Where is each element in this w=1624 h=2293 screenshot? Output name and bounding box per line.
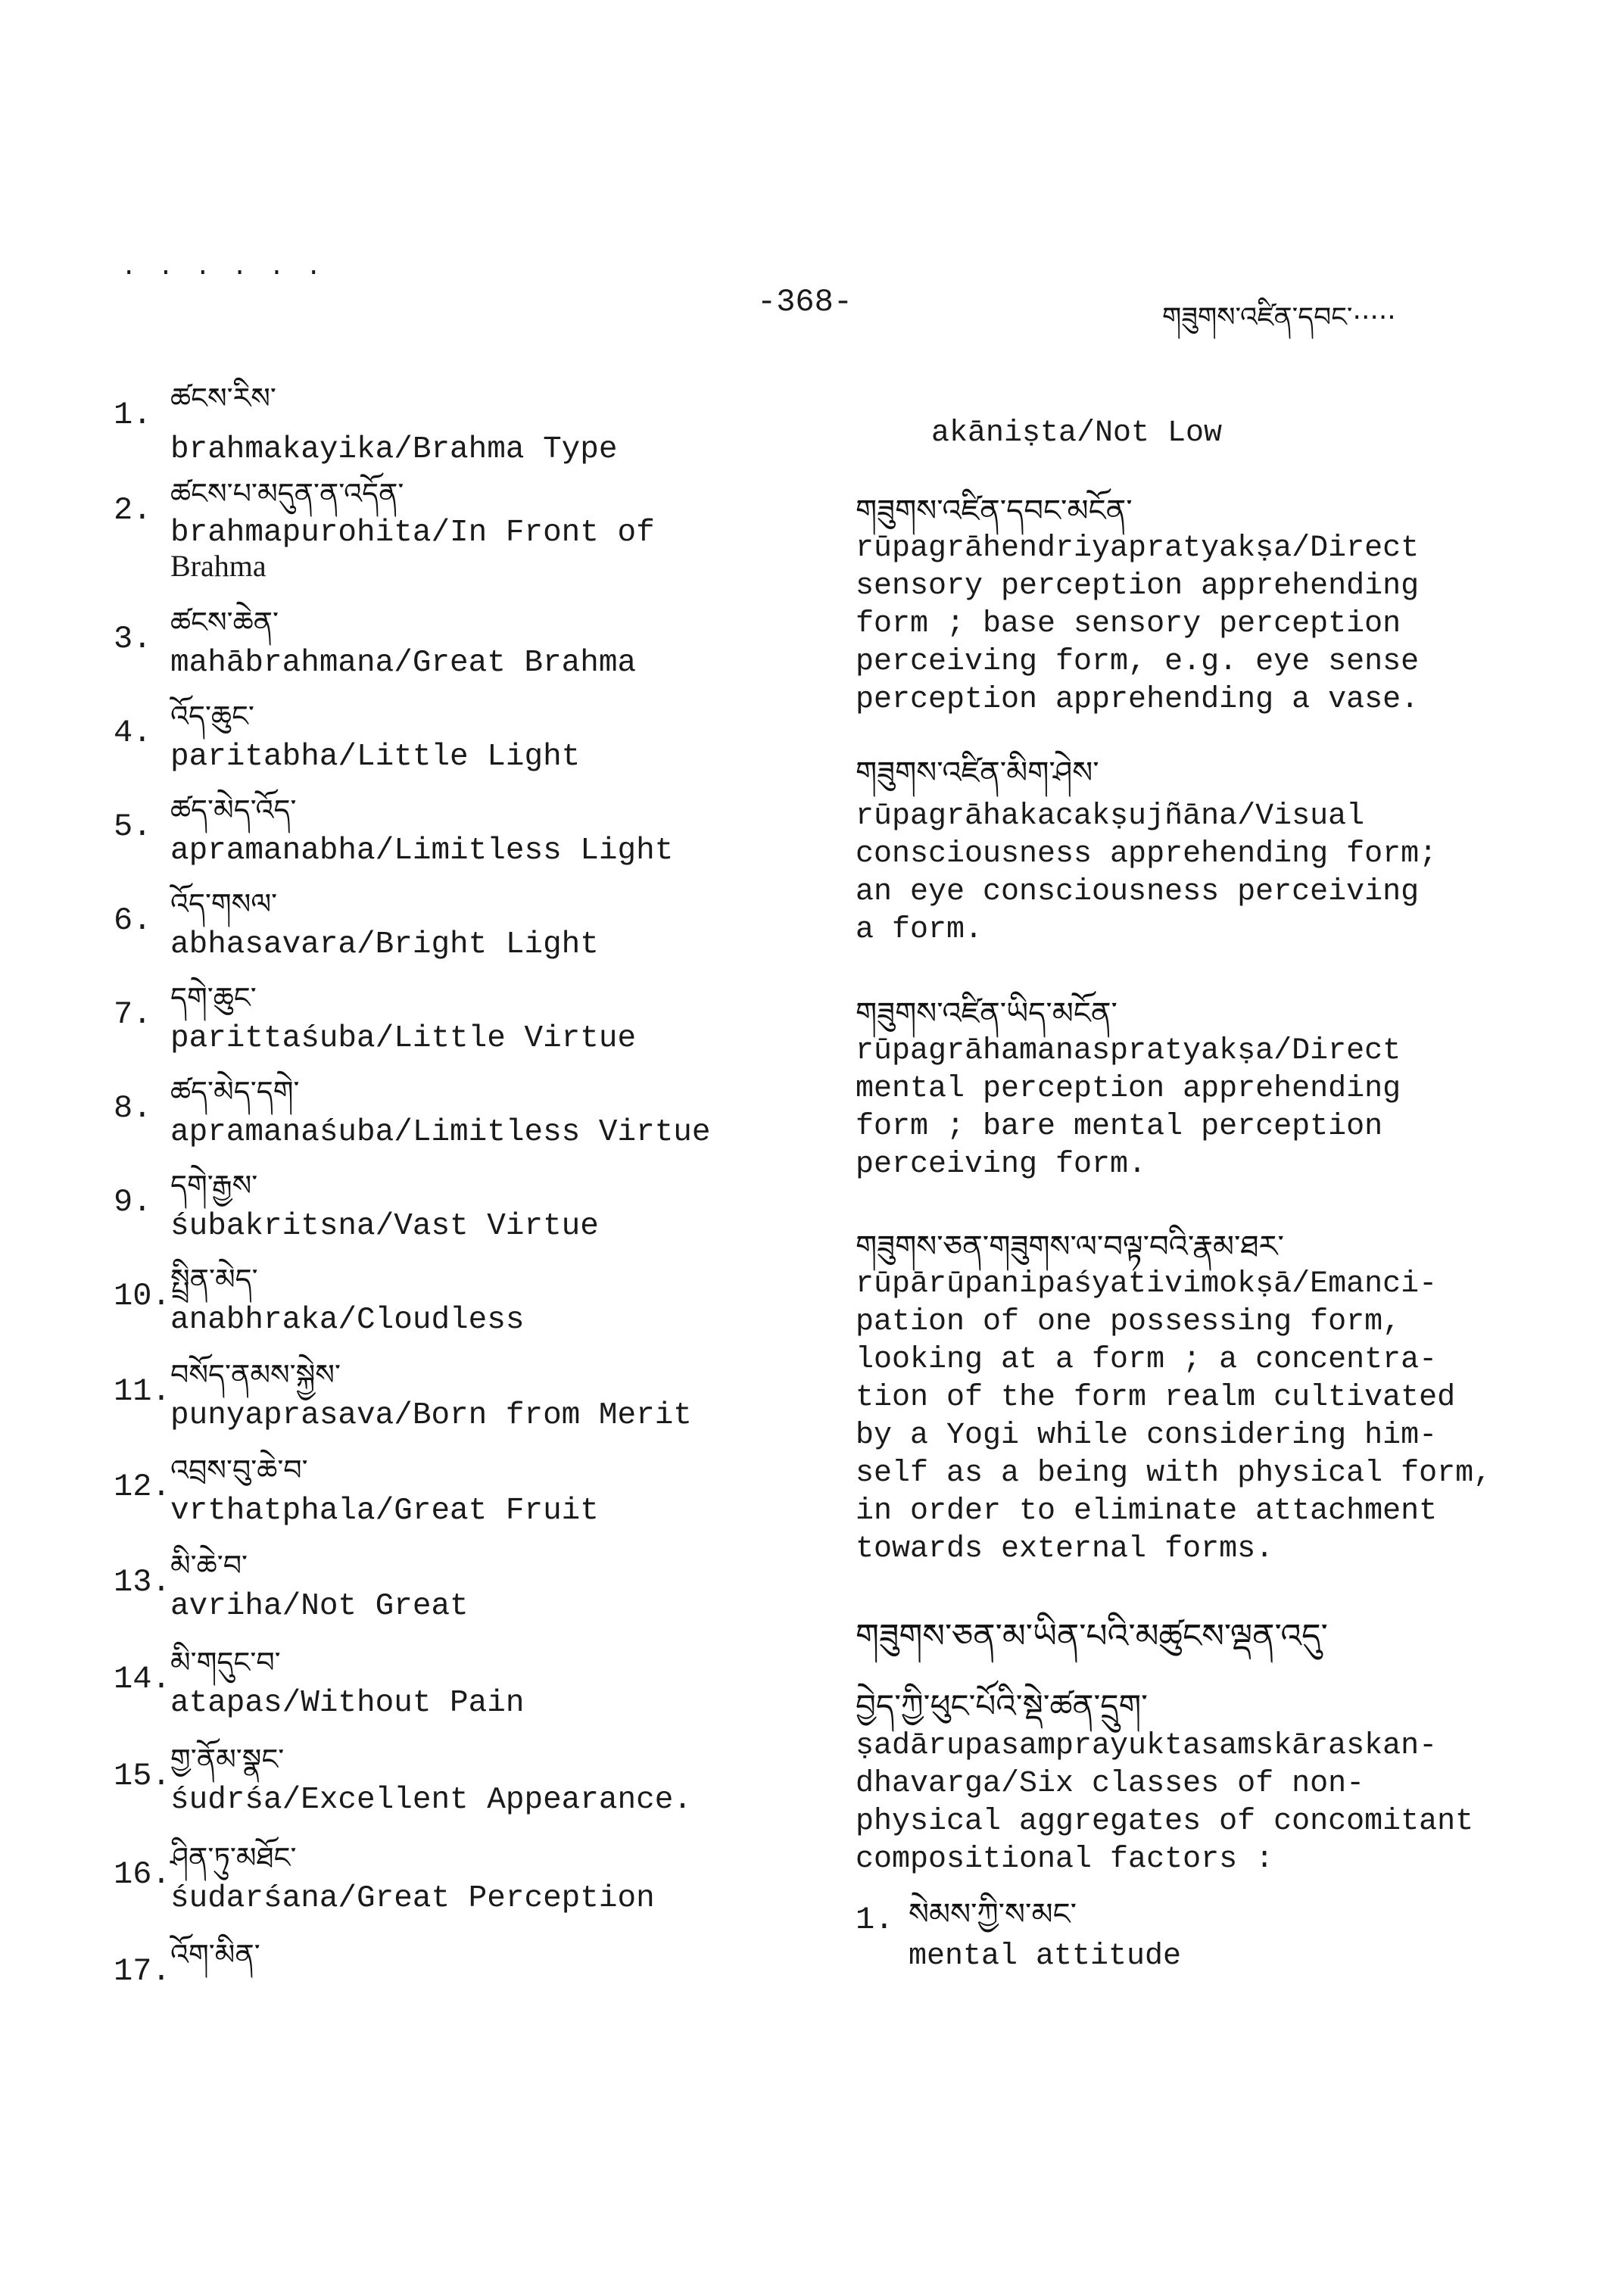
- definition-line: rūpagrāhendriyapratyakṣa/Direct: [856, 531, 1420, 565]
- definition-line: sensory perception apprehending: [856, 569, 1420, 603]
- list-item: [114, 696, 795, 790]
- list-item: [114, 790, 795, 884]
- definition-line: pation of one possessing form,: [856, 1305, 1401, 1339]
- definition-line: physical aggregates of concomitant: [856, 1805, 1474, 1839]
- list-item: [114, 1166, 795, 1260]
- definition-line: perceiving form, e.g. eye sense: [856, 645, 1420, 679]
- entry-english: abhasavara/Bright Light: [170, 927, 599, 962]
- definition-line: perceiving form.: [856, 1148, 1147, 1182]
- entry-tibetan: ཚངས་པ་མདུན་ན་འདོན་: [170, 477, 404, 510]
- header-left-marks: · · · · · ·: [121, 259, 325, 288]
- entry-tibetan: ཚད་མེད་དགེ་: [170, 1075, 300, 1108]
- list-item: [114, 379, 795, 474]
- entry-english: mahābrahmana/Great Brahma: [170, 646, 637, 681]
- definition-line: an eye consciousness perceiving: [856, 875, 1420, 909]
- running-header-tibetan: གཟུགས་འཛིན་དབང་·····: [1162, 302, 1396, 333]
- entry-tibetan: ཚད་མེད་འོད་: [170, 793, 297, 827]
- entry-tibetan: དགེ་ཆུང་: [170, 981, 257, 1014]
- entry-tibetan: གཟུགས་འཛིན་དབང་མངོན་: [856, 494, 1133, 528]
- left-column: [114, 379, 795, 1988]
- entry-tibetan: སྤྲིན་མེད་: [170, 1263, 258, 1296]
- entry-english: avriha/Not Great: [170, 1589, 469, 1624]
- definition-line: rūpagrāhakacakṣujñāna/Visual: [856, 799, 1365, 833]
- entry-number: 17.: [114, 1953, 171, 1989]
- list-item: [114, 1838, 795, 1935]
- entry-tibetan: ཚངས་རིས་: [170, 382, 276, 415]
- entry-english: śubakritsna/Vast Virtue: [170, 1209, 599, 1244]
- section-heading-tibetan: གཟུགས་ཅན་མ་ཡིན་པའི་མཚུངས་ལྡན་འདུ་: [856, 1617, 1328, 1656]
- entry-english: atapas/Without Pain: [170, 1686, 525, 1721]
- definition-line: tion of the form realm cultivated: [856, 1381, 1456, 1415]
- entry-number: 5.: [114, 808, 152, 845]
- entry-number: 1.: [114, 397, 152, 433]
- entry-number: 1.: [856, 1902, 894, 1938]
- entry-english: vrthatphala/Great Fruit: [170, 1494, 599, 1528]
- continued-entry-english: akāniṣta/Not Low: [931, 416, 1223, 450]
- page-number: -368-: [757, 284, 853, 320]
- entry-number: 9.: [114, 1184, 152, 1220]
- list-item: [114, 1355, 795, 1450]
- entry-english: anabhraka/Cloudless: [170, 1303, 525, 1338]
- entry-english: apramanaśuba/Limitless Virtue: [170, 1115, 711, 1150]
- definition-block: [856, 1228, 1582, 1569]
- entry-number: 3.: [114, 621, 152, 657]
- entry-tibetan: གཟུགས་འཛིན་ཡིད་མངོན་: [856, 996, 1117, 1031]
- list-item: [856, 1896, 1582, 1976]
- definition-block: [856, 492, 1582, 719]
- list-item: [114, 474, 795, 603]
- entry-tibetan: སེམས་ཀྱི་ས་མང་: [909, 1897, 1077, 1932]
- list-item: [114, 1546, 795, 1643]
- definition-block: [856, 1685, 1582, 1879]
- entry-english-continued: Brahma: [170, 549, 267, 583]
- right-column: [856, 415, 1582, 1976]
- definition-line: perception apprehending a vase.: [856, 683, 1420, 717]
- definition-line: compositional factors :: [856, 1843, 1274, 1877]
- list-item: [114, 1072, 795, 1166]
- entry-english: śudarśana/Great Perception: [170, 1881, 655, 1916]
- entry-number: 7.: [114, 996, 152, 1033]
- definition-line: self as a being with physical form,: [856, 1456, 1492, 1491]
- definition-line: towards external forms.: [856, 1532, 1274, 1566]
- entry-number: 2.: [114, 492, 152, 528]
- entry-number: 11.: [114, 1373, 171, 1410]
- entry-tibetan: འོག་མིན་: [170, 1938, 260, 1971]
- entry-tibetan: མི་ཆེ་བ་: [170, 1549, 248, 1582]
- definition-line: looking at a form ; a concentra-: [856, 1343, 1438, 1377]
- definition-line: rūpagrāhamanaspratyakṣa/Direct: [856, 1034, 1401, 1068]
- entry-english: apramanabha/Limitless Light: [170, 833, 674, 868]
- definition-line: ṣadārupasamprayuktasamskāraskan-: [856, 1729, 1438, 1763]
- entry-english: brahmakayika/Brahma Type: [170, 432, 618, 467]
- list-item: [114, 1935, 795, 1988]
- definition-line: form ; bare mental perception: [856, 1110, 1383, 1144]
- entry-english: mental attitude: [909, 1939, 1182, 1974]
- entry-tibetan: ཚངས་ཆེན་: [170, 606, 279, 639]
- definition-line: form ; base sensory perception: [856, 607, 1401, 641]
- entry-tibetan: འོད་གསལ་: [170, 887, 278, 921]
- list-item: [114, 1450, 795, 1546]
- definition-line: dhavarga/Six classes of non-: [856, 1767, 1365, 1801]
- entry-number: 10.: [114, 1278, 171, 1314]
- list-item: [114, 603, 795, 696]
- entry-english: brahmapurohita/In Front of: [170, 516, 655, 550]
- entry-number: 4.: [114, 715, 152, 751]
- definition-line: in order to eliminate attachment: [856, 1494, 1438, 1528]
- entry-number: 6.: [114, 902, 152, 939]
- entry-tibetan: ཤིན་ཏུ་མཐོང་: [170, 1841, 297, 1874]
- definition-line: consciousness apprehending form;: [856, 837, 1438, 871]
- definition-block: [856, 995, 1582, 1184]
- entry-tibetan: འོད་ཆུང་: [170, 699, 254, 733]
- entry-tibetan: མི་གདུང་བ་: [170, 1646, 281, 1679]
- entry-tibetan: གཟུགས་ཅན་གཟུགས་ལ་བལྟ་བའི་རྣམ་ཐར་: [856, 1229, 1284, 1264]
- entry-number: 8.: [114, 1090, 152, 1126]
- definition-line: by a Yogi while considering him-: [856, 1419, 1438, 1453]
- entry-english: parittaśuba/Little Virtue: [170, 1021, 637, 1056]
- entry-english: punyaprasava/Born from Merit: [170, 1398, 692, 1433]
- entry-number: 13.: [114, 1564, 171, 1600]
- definition-block: [856, 754, 1582, 949]
- entry-number: 15.: [114, 1758, 171, 1794]
- entry-number: 14.: [114, 1661, 171, 1697]
- entry-number: 16.: [114, 1856, 171, 1893]
- entry-tibetan: འབྲས་བུ་ཆེ་བ་: [170, 1453, 308, 1487]
- entry-english: paritabha/Little Light: [170, 740, 581, 774]
- entry-english: śudrśa/Excellent Appearance.: [170, 1783, 692, 1818]
- list-item: [114, 1260, 795, 1355]
- entry-tibetan: བྱེད་ཀྱི་ཕུང་པོའི་སྡེ་ཚན་དྲུག་: [856, 1687, 1148, 1724]
- definition-line: a form.: [856, 913, 983, 947]
- entry-tibetan: བསོད་ནམས་སྐྱེས་: [170, 1358, 341, 1391]
- definition-line: mental perception apprehending: [856, 1072, 1401, 1106]
- list-item: [114, 884, 795, 978]
- entry-tibetan: གཟུགས་འཛིན་མིག་ཤེས་: [856, 756, 1099, 790]
- list-item: [114, 1643, 795, 1740]
- entry-tibetan: དགེ་རྒྱས་: [170, 1169, 258, 1202]
- definition-line: rūpārūpanipaśyativimokṣā/Emanci-: [856, 1267, 1438, 1301]
- list-item: [114, 1740, 795, 1838]
- list-item: [114, 978, 795, 1072]
- entry-number: 12.: [114, 1469, 171, 1505]
- entry-tibetan: གྱ་ནོམ་སྣང་: [170, 1743, 285, 1776]
